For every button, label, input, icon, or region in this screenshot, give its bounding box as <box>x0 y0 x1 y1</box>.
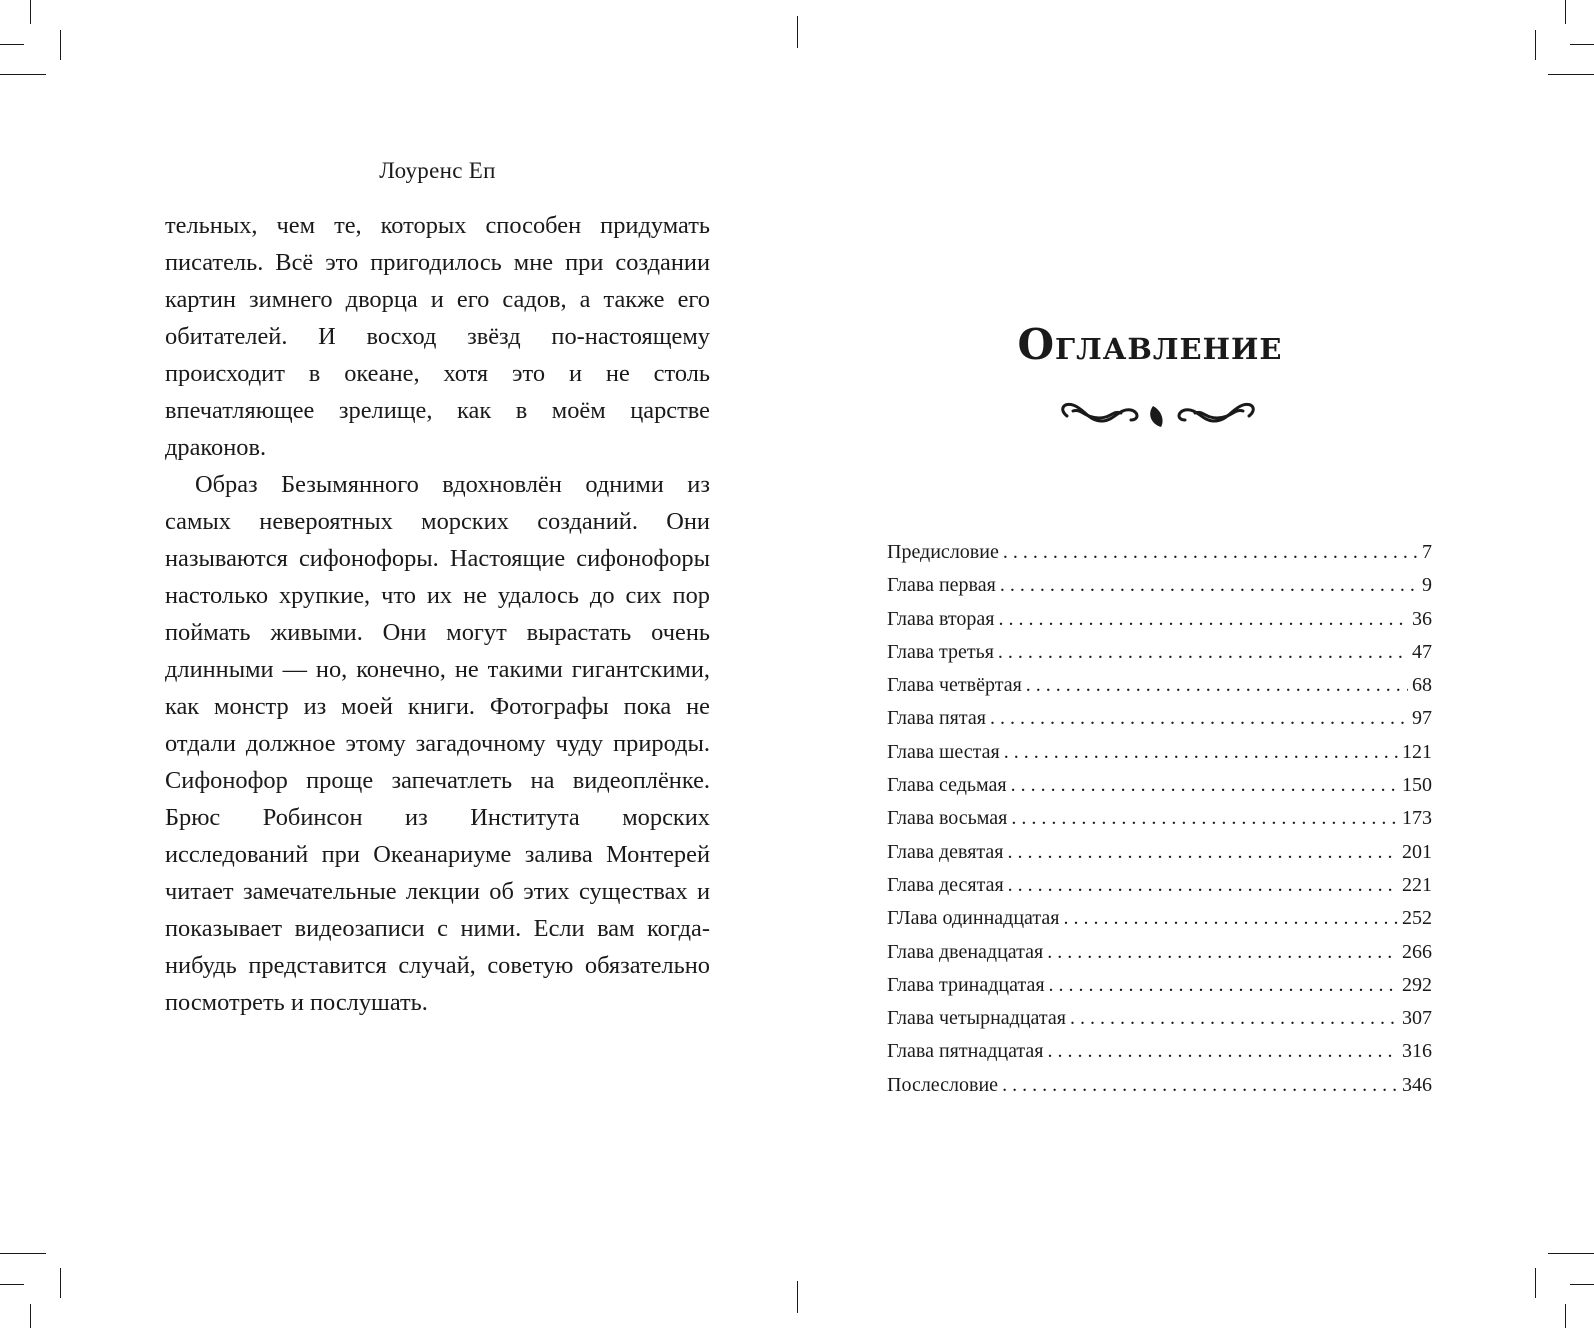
toc-entry-page-number: 252 <box>1402 907 1432 930</box>
toc-entry-label: Глава девятая <box>887 840 1004 863</box>
toc-entry <box>887 674 1432 707</box>
toc-entry-label: Глава восьмая <box>887 807 1008 830</box>
toc-entry-label: Глава вторая <box>887 607 995 630</box>
toc-entry <box>887 874 1432 907</box>
toc-dot-leader <box>1049 974 1398 997</box>
crop-mark <box>1535 30 1536 60</box>
crop-mark <box>0 1284 24 1285</box>
toc-title: Оглавление <box>1017 320 1283 370</box>
paragraph: тельных, чем те, которых способен придумать писатель. Всё это пригодилось мне при создании картин зимнего дворца и его садов, а также его обитателей. И восход звёзд по-настоящему происходит в океане, хотя это и не столь впечатляющее зрелище, как в моём царстве драконов. <box>165 212 710 461</box>
crop-mark <box>0 1253 46 1254</box>
toc-entry-page-number: 201 <box>1402 840 1432 863</box>
crop-mark <box>797 1281 798 1313</box>
toc-entry-page-number: 266 <box>1402 940 1432 963</box>
toc-entry <box>887 1074 1432 1107</box>
toc-entry-label: Глава пятнадцатая <box>887 1040 1044 1063</box>
toc-entry <box>887 841 1432 874</box>
crop-mark <box>1570 1284 1594 1285</box>
toc-entry <box>887 941 1432 974</box>
toc-dot-leader <box>1047 941 1398 964</box>
toc-entry-label: Глава двенадцатая <box>887 940 1044 963</box>
toc-entry-page-number: 68 <box>1412 674 1432 697</box>
toc-dot-leader <box>1048 1040 1399 1063</box>
toc-entry <box>887 741 1432 774</box>
crop-mark <box>1565 1304 1566 1328</box>
toc-entry-label: ГЛава одиннадцатая <box>887 907 1060 930</box>
paragraph: Образ Безымянного вдохновлён одними из самых невероятных морских созданий. Они называются сифонофоры. Настоящие сифонофоры настолько хрупкие, что их не удалось до сих пор поймать живыми. Они могут вырастать очень длинными — но, конечно, не такими гигантскими, как монстр из моей книги. Фотографы пока не отдали должное этому загадочному чуду природы. Сифонофор проще запечатлеть на видеоплёнке. Брюс Робинсон из Института морских исследований при Океанариуме залива Монтерей читает замечательные лекции об этих существах и показывает видеозаписи с ними. Если вам когда-нибудь представится случай, советую обязательно посмотреть и послушать. <box>165 471 710 1016</box>
toc-entry-page-number: 307 <box>1402 1007 1432 1030</box>
toc-entry-label: Глава седьмая <box>887 774 1007 797</box>
toc-dot-leader <box>1070 1007 1398 1030</box>
toc-entry-label: Глава десятая <box>887 873 1004 896</box>
crop-mark <box>60 1268 61 1298</box>
toc-entry <box>887 1040 1432 1073</box>
crop-mark <box>1535 1268 1536 1298</box>
crop-mark <box>1548 1253 1594 1254</box>
toc-entry-page-number: 97 <box>1412 707 1432 730</box>
running-head-author: Лоуренс Еп <box>379 158 496 183</box>
toc-entry <box>887 541 1432 574</box>
toc-dot-leader <box>1002 1074 1398 1097</box>
toc-entry-page-number: 292 <box>1402 973 1432 996</box>
toc-entry-label: Послесловие <box>887 1073 999 1096</box>
toc-entry-label: Глава четырнадцатая <box>887 1007 1066 1030</box>
toc-entry-label: Глава тринадцатая <box>887 973 1045 996</box>
crop-mark <box>797 16 798 48</box>
toc-dot-leader <box>1003 541 1418 564</box>
scroll-ornament-icon <box>1055 396 1261 432</box>
toc-entry-page-number: 47 <box>1412 640 1432 663</box>
toc-entry-label: Глава пятая <box>887 707 986 730</box>
toc-entry-label: Глава первая <box>887 574 996 597</box>
toc-entry <box>887 974 1432 1007</box>
toc-entry <box>887 1007 1432 1040</box>
toc-dot-leader <box>1000 574 1418 597</box>
toc-entry-page-number: 221 <box>1402 873 1432 896</box>
crop-mark <box>1570 44 1594 45</box>
table-of-contents <box>887 541 1432 1107</box>
body-text <box>165 207 710 1021</box>
toc-dot-leader <box>1026 674 1408 697</box>
toc-entry <box>887 907 1432 940</box>
toc-entry-label: Глава третья <box>887 640 994 663</box>
toc-dot-leader <box>990 707 1408 730</box>
toc-entry-page-number: 36 <box>1412 607 1432 630</box>
toc-entry-label: Предисловие <box>887 541 999 563</box>
toc-entry-page-number: 150 <box>1402 774 1432 797</box>
toc-entry-page-number: 316 <box>1402 1040 1432 1063</box>
toc-dot-leader <box>1063 907 1398 930</box>
toc-entry <box>887 574 1432 607</box>
toc-entry-page-number: 346 <box>1402 1073 1432 1096</box>
toc-dot-leader <box>1004 741 1398 764</box>
crop-mark <box>30 1304 31 1328</box>
toc-entry <box>887 807 1432 840</box>
toc-entry-page-number: 121 <box>1402 740 1432 763</box>
toc-entry <box>887 608 1432 641</box>
toc-dot-leader <box>998 608 1408 631</box>
toc-entry-page-number: 7 <box>1422 541 1432 563</box>
crop-mark <box>0 74 46 75</box>
toc-entry-page-number: 9 <box>1422 574 1432 597</box>
toc-dot-leader <box>1008 874 1398 897</box>
toc-dot-leader <box>1011 774 1398 797</box>
toc-dot-leader <box>1007 841 1398 864</box>
toc-entry-label: Глава четвёртая <box>887 674 1022 697</box>
toc-dot-leader <box>998 641 1408 664</box>
crop-mark <box>1565 0 1566 24</box>
toc-entry <box>887 707 1432 740</box>
toc-entry-page-number: 173 <box>1402 807 1432 830</box>
toc-dot-leader <box>1011 807 1398 830</box>
toc-entry-label: Глава шестая <box>887 740 1000 763</box>
crop-mark <box>1548 74 1594 75</box>
toc-entry <box>887 774 1432 807</box>
toc-entry <box>887 641 1432 674</box>
crop-mark <box>60 30 61 60</box>
crop-mark <box>30 0 31 24</box>
crop-mark <box>0 44 24 45</box>
